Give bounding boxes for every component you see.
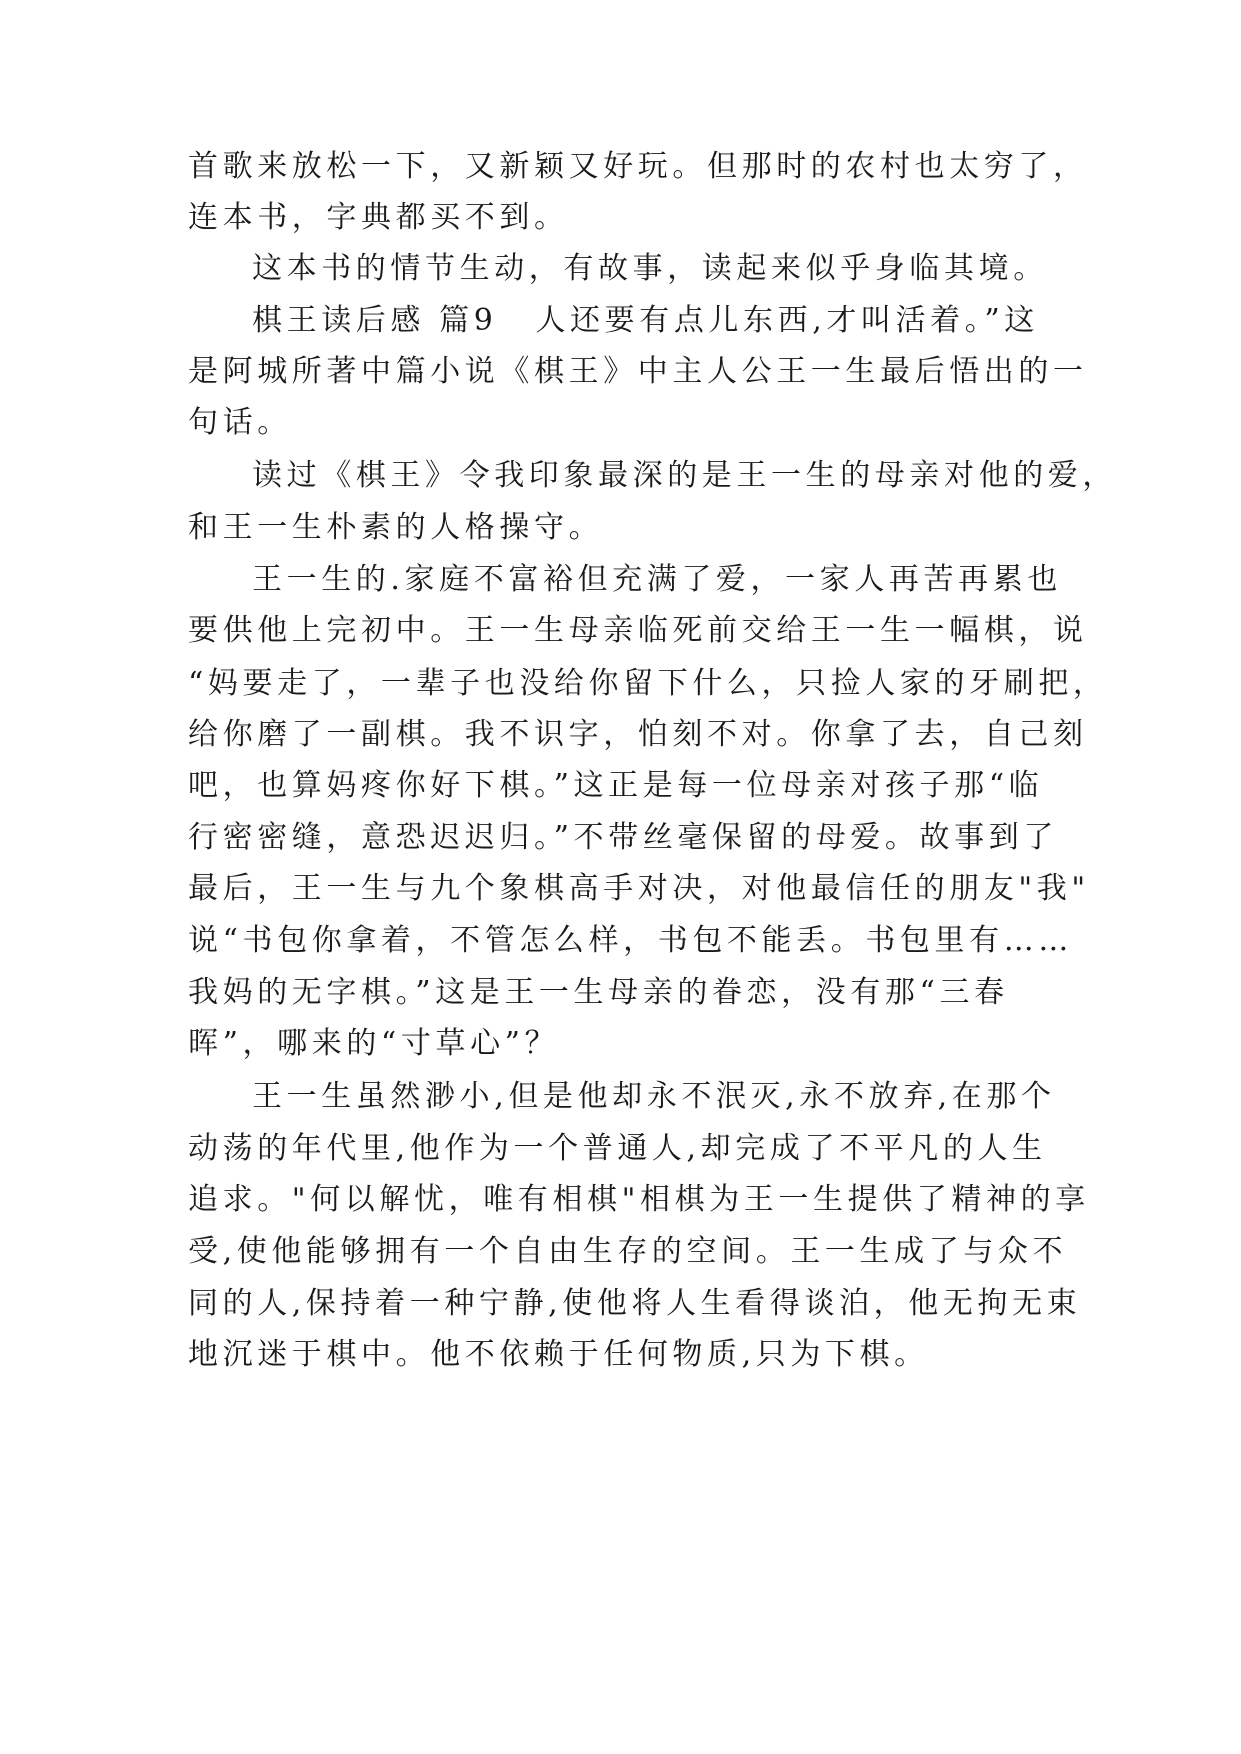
paragraph-line: 这本书的情节生动，有故事，读起来似乎身临其境。 xyxy=(252,251,1048,286)
paragraph-line: 王一生的.家庭不富裕但充满了爱，一家人再苦再累也 xyxy=(252,562,1062,597)
text-line: 要供他上完初中。王一生母亲临死前交给王一生一幅棋，说 xyxy=(188,613,1088,648)
text-line: 晖”，哪来的“寸草心”？ xyxy=(188,1026,560,1061)
text-line: 是阿城所著中篇小说《棋王》中主人公王一生最后悟出的一 xyxy=(188,354,1088,389)
paragraph-line: 王一生虽然渺小,但是他却永不泯灭,永不放弃,在那个 xyxy=(252,1079,1056,1114)
text-line: 行密密缝，意恐迟迟归。”不带丝毫保留的母爱。故事到了 xyxy=(188,820,1058,855)
text-line: 动荡的年代里,他作为一个普通人,却完成了不平凡的人生 xyxy=(188,1131,1047,1166)
text-line: 我妈的无字棋。”这是王一生母亲的眷恋，没有那“三春 xyxy=(188,975,1009,1010)
text-line: 同的人,保持着一种宁静,使他将人生看得谈泊，他无拘无束 xyxy=(188,1286,1082,1321)
text-line: 句话。 xyxy=(188,405,292,440)
text-line: 和王一生朴素的人格操守。 xyxy=(188,510,604,545)
text-line: 给你磨了一副棋。我不识字，怕刻不对。你拿了去，自己刻 xyxy=(188,717,1088,752)
section-heading-line xyxy=(252,299,1068,343)
text-fragment: 人还要有点儿东西,才叫活着。”这 xyxy=(535,303,1039,338)
text-line: 受,使他能够拥有一个自由生存的空间。王一生成了与众不 xyxy=(188,1234,1068,1269)
text-line: 说“书包你拿着，不管怎么样，书包不能丢。书包里有…… xyxy=(188,923,1073,958)
text-line: 最后，王一生与九个象棋高手对决，对他最信任的朋友"我" xyxy=(188,871,1090,906)
text-line: 地沉迷于棋中。他不依赖于任何物质,只为下棋。 xyxy=(188,1337,929,1372)
text-line: “妈要走了，一辈子也没给你留下什么，只捡人家的牙刷把， xyxy=(188,666,1108,701)
text-line: 首歌来放松一下，又新颖又好玩。但那时的农村也太穷了， xyxy=(188,149,1088,184)
text-line: 追求。"何以解忧，唯有相棋"相棋为王一生提供了精神的享 xyxy=(188,1182,1090,1217)
section-heading: 棋王读后感 篇9 xyxy=(252,303,498,338)
text-line: 吧，也算妈疼你好下棋。”这正是每一位母亲对孩子那“临 xyxy=(188,768,1044,803)
paragraph-line: 读过《棋王》令我印象最深的是王一生的母亲对他的爱， xyxy=(252,458,1117,493)
text-line: 连本书，字典都买不到。 xyxy=(188,200,569,235)
